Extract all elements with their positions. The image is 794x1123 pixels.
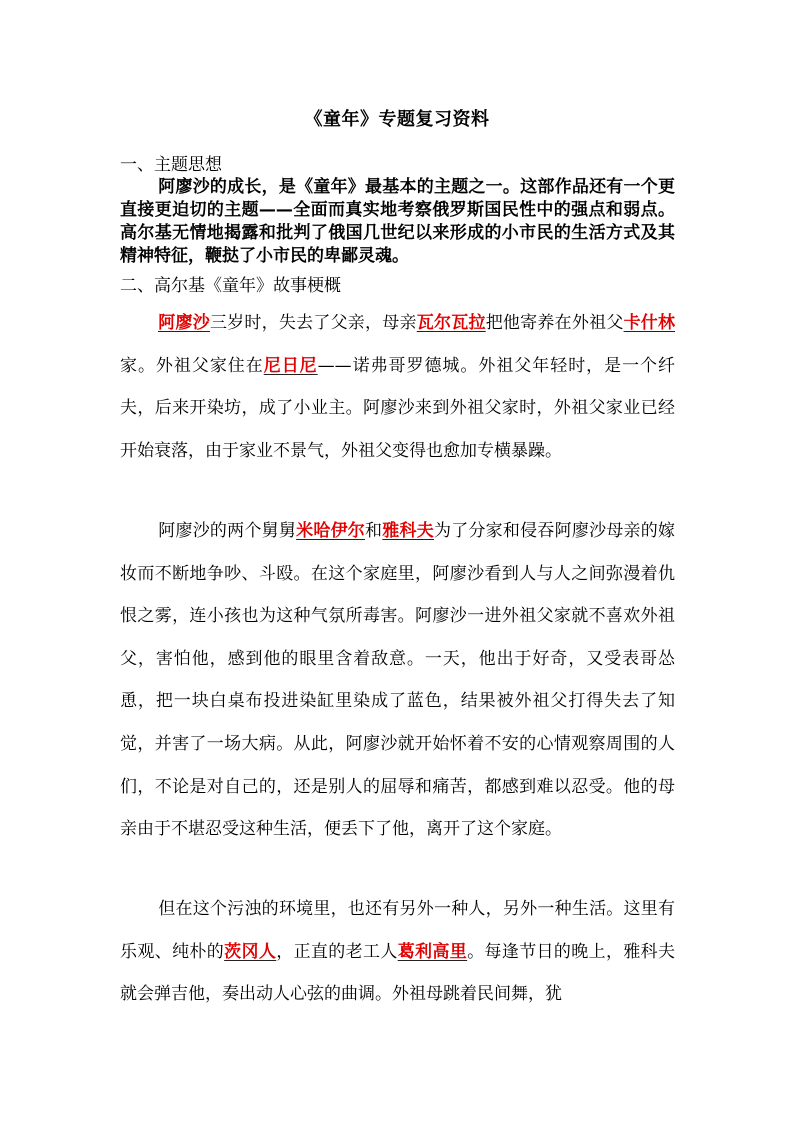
name-highlight: 瓦尔瓦拉 — [416, 313, 486, 333]
synopsis-paragraph-3 — [120, 888, 675, 1016]
synopsis-paragraph-1 — [120, 302, 675, 472]
paragraph-text: 把他寄养在外祖父 — [485, 313, 624, 333]
paragraph-text: ，正直的老工人 — [276, 941, 398, 962]
section-heading-synopsis: 二、高尔基《童年》故事梗概 — [120, 276, 341, 296]
synopsis-paragraph-2 — [120, 510, 675, 851]
section-heading-theme: 一、主题思想 — [120, 155, 222, 175]
name-highlight: 葛利高里 — [397, 941, 468, 962]
paragraph-text: 三岁时，失去了父亲，母亲 — [209, 313, 417, 333]
name-highlight: 卡什林 — [623, 313, 676, 333]
paragraph-text: ——诺弗哥罗德城。外祖父年轻时，是一个纤夫，后来开染坊，成了小业主。阿廖沙来到外祖父家时，外祖父家业已经开始衰落，由于家业不景气，外祖父变得也愈加专横暴躁。 — [120, 355, 676, 461]
theme-text: 阿廖沙的成长，是《童年》最基本的主题之一。这部作品还有一个更直接更迫切的主题——全面而真实地考察俄罗斯国民性中的强点和弱点。高尔基无情地揭露和批判了俄国几世纪以来形成的小市民的生活方式及其精神特征，鞭挞了小市民的卑鄙灵魂。 — [120, 177, 675, 266]
name-highlight: 雅科夫 — [382, 521, 434, 541]
paragraph-text: 但在这个污浊的环境里，也还有另外一种人，另外一种生活。这里有乐观、纯朴的 — [120, 899, 675, 962]
name-highlight: 茨冈人 — [224, 941, 277, 962]
name-highlight: 米哈伊尔 — [296, 521, 366, 541]
paragraph-text: 。每逢节日的晚上，雅科夫就会弹吉他，奏出动人心弦的曲调。外祖母跳着民间舞，犹 — [120, 941, 676, 1005]
paragraph-text: 阿廖沙的两个舅舅 — [158, 521, 297, 541]
paragraph-text: 为了分家和侵吞阿廖沙母亲的嫁妆而不断地争吵、斗殴。在这个家庭里，阿廖沙看到人与人之间弥漫着仇恨之雾，连小孩也为这种气氛所毒害。阿廖沙一进外祖父家就不喜欢外祖父，害怕他，感到他的眼里含着敌意。一天，他出于好奇，又受表哥怂恿，把一块白桌布投进染缸里染成了蓝色，结果被外祖父打得失去了知觉，并害了一场大病。从此，阿廖沙就开始怀着不安的心情观察周围的人们，不论是对自己的，还是别人的屈辱和痛苦，都感到难以忍受。他的母亲由于不堪忍受这种生活，便丢下了他，离开了这个家庭。 — [120, 521, 676, 840]
paragraph-text: 家。外祖父家住在 — [120, 355, 264, 376]
paragraph-text: 和 — [365, 521, 383, 541]
document-title: 《童年》专题复习资料 — [304, 109, 490, 130]
place-highlight: 尼日尼 — [263, 355, 318, 376]
name-highlight: 阿廖沙 — [158, 313, 210, 333]
theme-paragraph — [120, 176, 675, 268]
